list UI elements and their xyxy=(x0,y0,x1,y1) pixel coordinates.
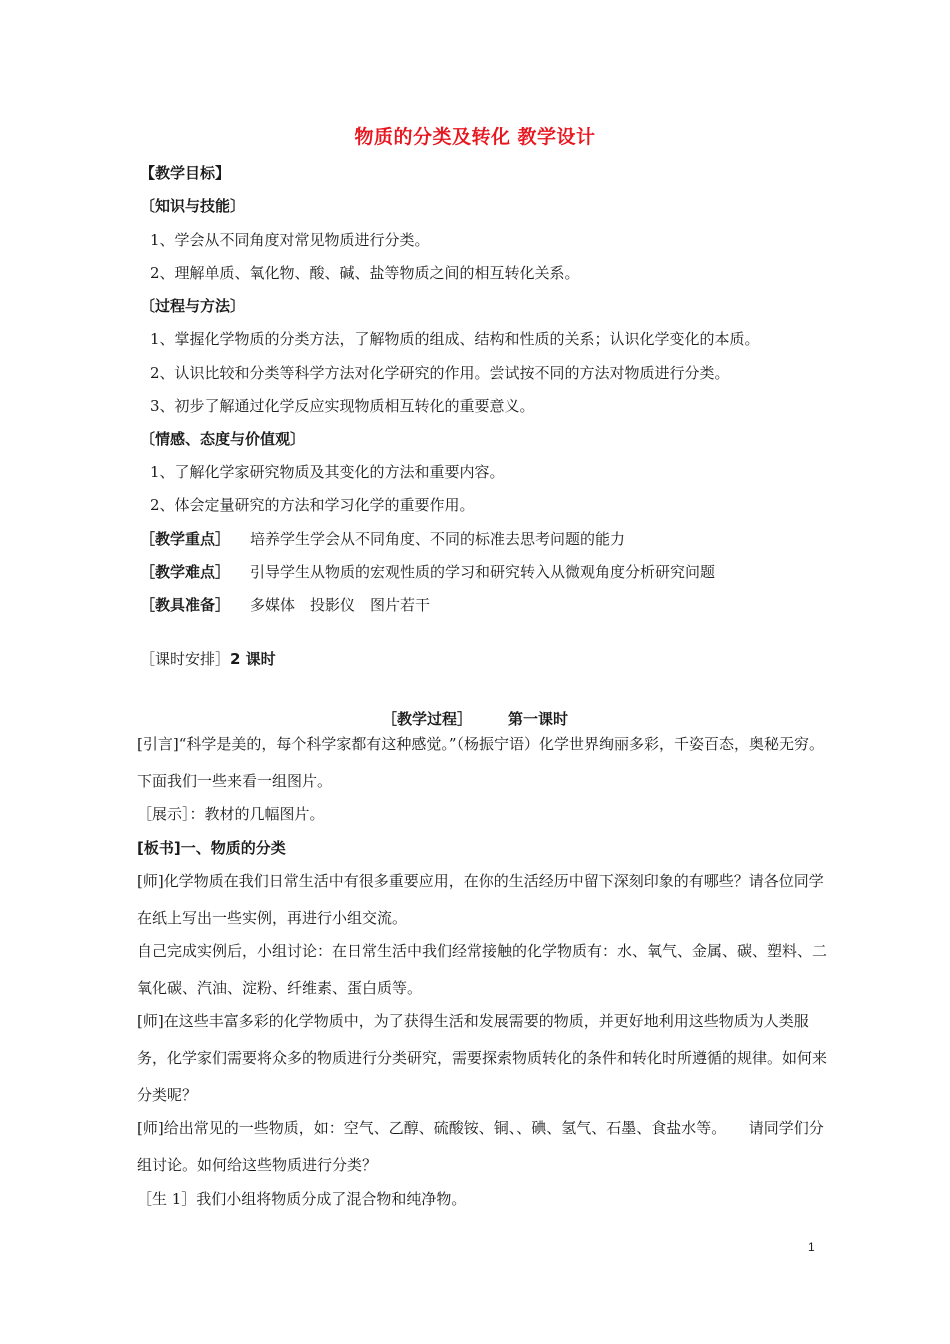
teacher-paragraph: [师]在这些丰富多彩的化学物质中，为了获得生活和发展需要的物质，并更好地利用这些物质为人类服务，化学家们需要将众多的物质进行分类研究，需要探索物质转化的条件和转化时所遵循的规律。如何来分类呢？ xyxy=(137,1012,828,1104)
key-point-row xyxy=(140,529,625,549)
process-item: 3、初步了解通过化学反应实现物质相互转化的重要意义。 xyxy=(150,397,535,415)
teacher-paragraph: [师]化学物质在我们日常生活中有很多重要应用，在你的生活经历中留下深刻印象的有哪些？请各位同学在纸上写出一些实例，再进行小组交流。 xyxy=(137,872,824,927)
board-heading: [板书]一、物质的分类 xyxy=(137,839,286,857)
materials-text: 多媒体 投影仪 图片若干 xyxy=(250,596,431,614)
materials-label: ［教具准备］ xyxy=(140,596,231,614)
student-paragraph: ［生 1］我们小组将物质分成了混合物和纯净物。 xyxy=(137,1190,467,1208)
schedule-row xyxy=(140,649,276,669)
process-section-label: ［教学过程］ xyxy=(381,710,472,728)
document-title: 物质的分类及转化 教学设计 xyxy=(354,126,596,148)
goals-heading: 【教学目标】 xyxy=(140,164,231,182)
emotion-item: 2、体会定量研究的方法和学习化学的重要作用。 xyxy=(150,496,475,514)
materials-row xyxy=(140,595,430,615)
difficulty-row xyxy=(140,562,715,582)
discussion-paragraph: 自己完成实例后，小组讨论：在日常生活中我们经常接触的化学物质有：水、氧气、金属、碳、塑料、二氧化碳、汽油、淀粉、纤维素、蛋白质等。 xyxy=(137,942,828,997)
emotion-item: 1、了解化学家研究物质及其变化的方法和重要内容。 xyxy=(150,463,505,481)
process-item: 2、认识比较和分类等科学方法对化学研究的作用。尝试按不同的方法对物质进行分类。 xyxy=(150,364,730,382)
schedule-value: 2 课时 xyxy=(230,650,276,668)
emotion-heading: 〔情感、态度与价值观〕 xyxy=(140,430,306,448)
display-paragraph: ［展示］：教材的几幅图片。 xyxy=(137,805,325,823)
difficulty-text: 引导学生从物质的宏观性质的学习和研究转入从微观角度分析研究问题 xyxy=(250,563,716,581)
teacher-paragraph: [师]给出常见的一些物质，如：空气、乙醇、硫酸铵、铜、、碘、氢气、石墨、食盐水等。 请同学们分组讨论。如何给这些物质进行分类？ xyxy=(137,1119,824,1174)
knowledge-heading: 〔知识与技能〕 xyxy=(140,197,246,215)
intro-paragraph: [引言]“科学是美的，每个科学家都有这种感觉。”（杨振宁语）化学世界绚丽多彩，千姿百态，奥秘无穷。下面我们一些来看一组图片。 xyxy=(137,735,825,790)
key-point-label: ［教学重点］ xyxy=(140,530,231,548)
knowledge-item: 1、学会从不同角度对常见物质进行分类。 xyxy=(150,231,430,249)
lesson-label: 第一课时 xyxy=(508,710,569,728)
difficulty-label: ［教学难点］ xyxy=(140,563,231,581)
process-heading: 〔过程与方法〕 xyxy=(140,297,246,315)
page-number: 1 xyxy=(808,1240,815,1254)
knowledge-item: 2、理解单质、氧化物、酸、碱、盐等物质之间的相互转化关系。 xyxy=(150,264,580,282)
schedule-label: ［课时安排］ xyxy=(140,650,231,668)
key-point-text: 培养学生学会从不同角度、不同的标准去思考问题的能力 xyxy=(250,530,626,548)
process-item: 1、掌握化学物质的分类方法，了解物质的组成、结构和性质的关系；认识化学变化的本质。 xyxy=(150,330,760,348)
